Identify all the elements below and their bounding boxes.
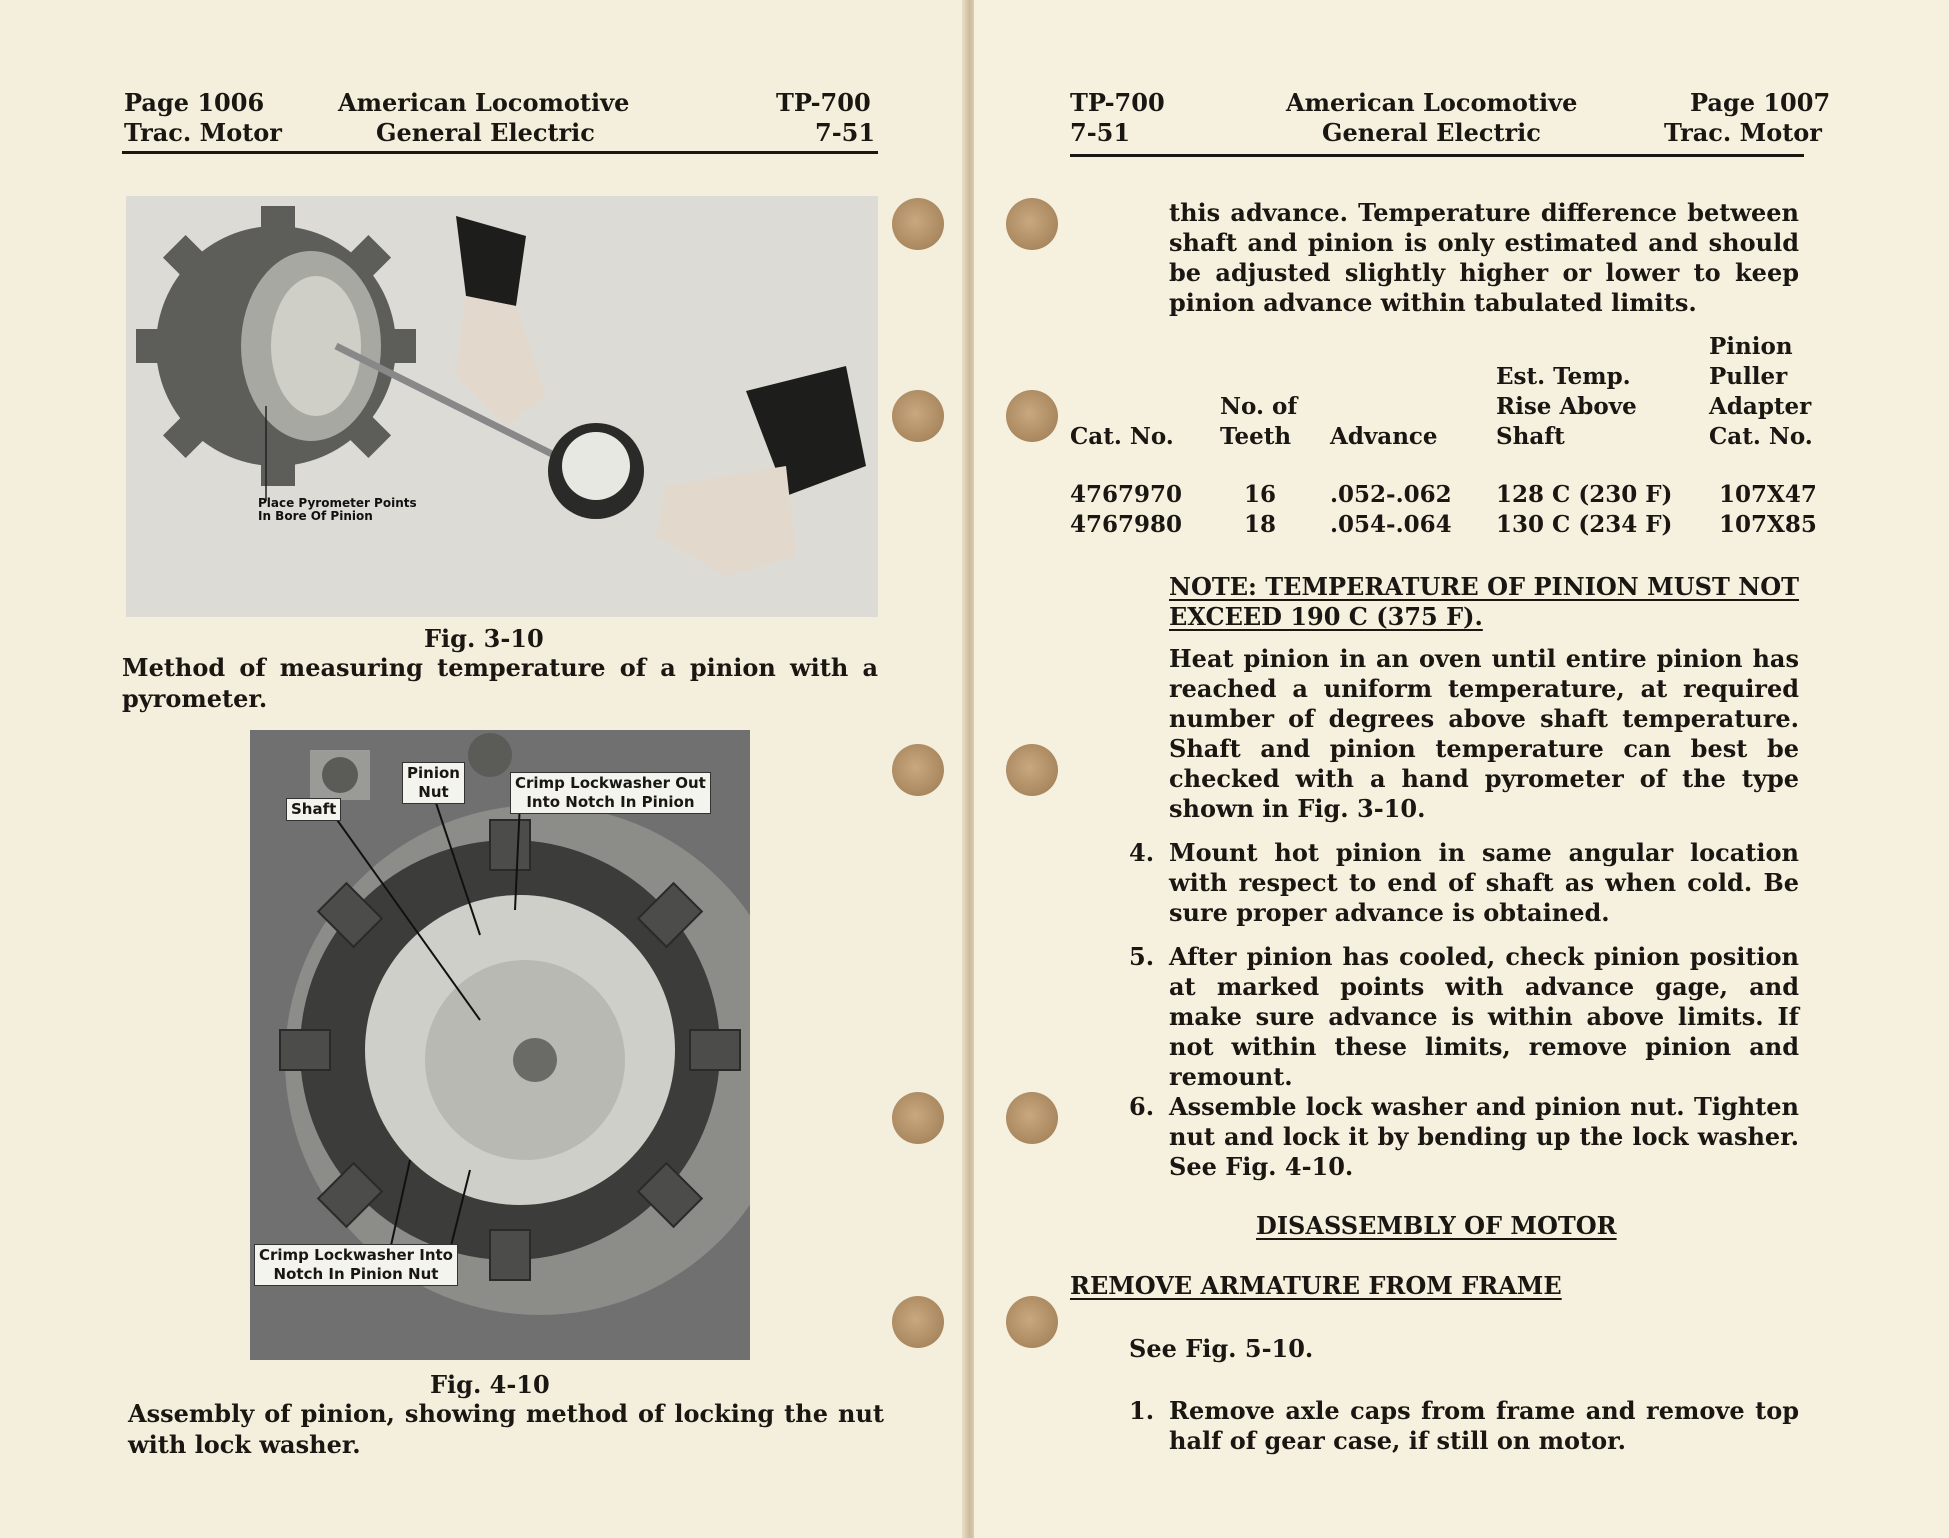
step-number: 1. — [1129, 1396, 1155, 1425]
binder-hole — [892, 390, 944, 442]
table-cell: .052-.062 — [1330, 481, 1452, 508]
pinion-nut-callout: Pinion Nut — [402, 762, 465, 804]
left-page — [0, 0, 966, 1538]
left-header-rule — [122, 151, 878, 154]
step-number: 4. — [1129, 838, 1155, 867]
fig-3-10-label: Fig. 3-10 — [424, 624, 544, 653]
binder-hole — [1006, 1296, 1058, 1348]
step-number: 6. — [1129, 1092, 1155, 1121]
pyrometer-callout: Place Pyrometer Points In Bore Of Pinion — [258, 496, 417, 523]
binder-hole — [892, 198, 944, 250]
shaft-callout: Shaft — [286, 798, 341, 821]
table-cell: 16 — [1244, 481, 1277, 508]
table-header-teeth: No. of Teeth — [1220, 393, 1298, 450]
binder-hole — [1006, 1092, 1058, 1144]
left-header-section: Trac. Motor — [124, 118, 282, 147]
step-text: Assemble lock washer and pinion nut. Tighten nut and lock it by bending up the lock washer. See Fig. 4-10. — [1169, 1092, 1799, 1181]
binder-hole — [892, 1296, 944, 1348]
right-header-date: 7-51 — [1070, 118, 1131, 147]
section-heading: DISASSEMBLY OF MOTOR — [1256, 1211, 1617, 1240]
left-header-publisher-2: General Electric — [376, 118, 595, 147]
table-header-advance: Advance — [1330, 423, 1438, 450]
table-header-temp-rise: Est. Temp. Rise Above Shaft — [1496, 363, 1637, 450]
step-number: 5. — [1129, 942, 1155, 971]
table-header-adapter: Pinion Puller Adapter Cat. No. — [1709, 333, 1813, 450]
table-cell: 107X47 — [1719, 481, 1817, 508]
binder-hole — [1006, 198, 1058, 250]
fig-4-10-label: Fig. 4-10 — [430, 1370, 550, 1399]
binder-hole — [892, 744, 944, 796]
right-header-page: Page 1007 — [1690, 88, 1831, 117]
table-cell: 107X85 — [1719, 511, 1817, 538]
heat-paragraph: Heat pinion in an oven until entire pinion has reached a uniform temperature, at required number of degrees above shaft temperature. Shaft and pinion temperature can best be checked with a hand pyrometer of the type shown in Fig. 3-10. — [1169, 644, 1799, 823]
binder-hole — [1006, 744, 1058, 796]
binder-hole — [1006, 390, 1058, 442]
crimp-into-callout: Crimp Lockwasher Into Notch In Pinion Nut — [254, 1244, 458, 1286]
table-cell: 128 C (230 F) — [1496, 481, 1673, 508]
step-text: After pinion has cooled, check pinion position at marked points with advance gage, and make sure advance is within above limits. If not within these limits, remove pinion and remount. — [1169, 942, 1799, 1091]
temperature-note: NOTE: TEMPERATURE OF PINION MUST NOT EXCEED 190 C (375 F). — [1169, 572, 1799, 631]
table-cell: .054-.064 — [1330, 511, 1452, 538]
table-cell: 130 C (234 F) — [1496, 511, 1673, 538]
right-header-section: Trac. Motor — [1664, 118, 1822, 147]
table-cell: 18 — [1244, 511, 1277, 538]
table-cell: 4767970 — [1070, 481, 1183, 508]
fig-3-10-caption: Method of measuring temperature of a pinion with a pyrometer. — [122, 653, 878, 713]
left-header-date: 7-51 — [815, 118, 876, 147]
pyrometer-photo — [126, 196, 878, 617]
step-text: Mount hot pinion in same angular location with respect to end of shaft as when cold. Be sure proper advance is obtained. — [1169, 838, 1799, 927]
table-header-cat-no: Cat. No. — [1070, 423, 1174, 450]
pinion-assembly-photo — [250, 730, 750, 1360]
right-header-rule — [1070, 154, 1804, 157]
right-page — [974, 0, 1949, 1538]
subsection-heading: REMOVE ARMATURE FROM FRAME — [1070, 1271, 1562, 1300]
right-header-publisher-2: General Electric — [1322, 118, 1541, 147]
right-header-doc-number: TP-700 — [1070, 88, 1165, 117]
see-figure: See Fig. 5-10. — [1129, 1334, 1314, 1363]
step-text: Remove axle caps from frame and remove top half of gear case, if still on motor. — [1169, 1396, 1799, 1455]
crimp-out-callout: Crimp Lockwasher Out Into Notch In Pinion — [510, 772, 711, 814]
right-header-publisher-1: American Locomotive — [1286, 88, 1578, 117]
binder-hole — [892, 1092, 944, 1144]
left-header-publisher-1: American Locomotive — [338, 88, 630, 117]
fig-4-10-caption: Assembly of pinion, showing method of locking the nut with lock washer. — [128, 1399, 884, 1459]
table-cell: 4767980 — [1070, 511, 1183, 538]
left-header-page: Page 1006 — [124, 88, 265, 117]
intro-paragraph: this advance. Temperature difference between shaft and pinion is only estimated and should be adjusted slightly higher or lower to keep pinion advance within tabulated limits. — [1169, 198, 1799, 317]
left-header-doc-number: TP-700 — [776, 88, 871, 117]
